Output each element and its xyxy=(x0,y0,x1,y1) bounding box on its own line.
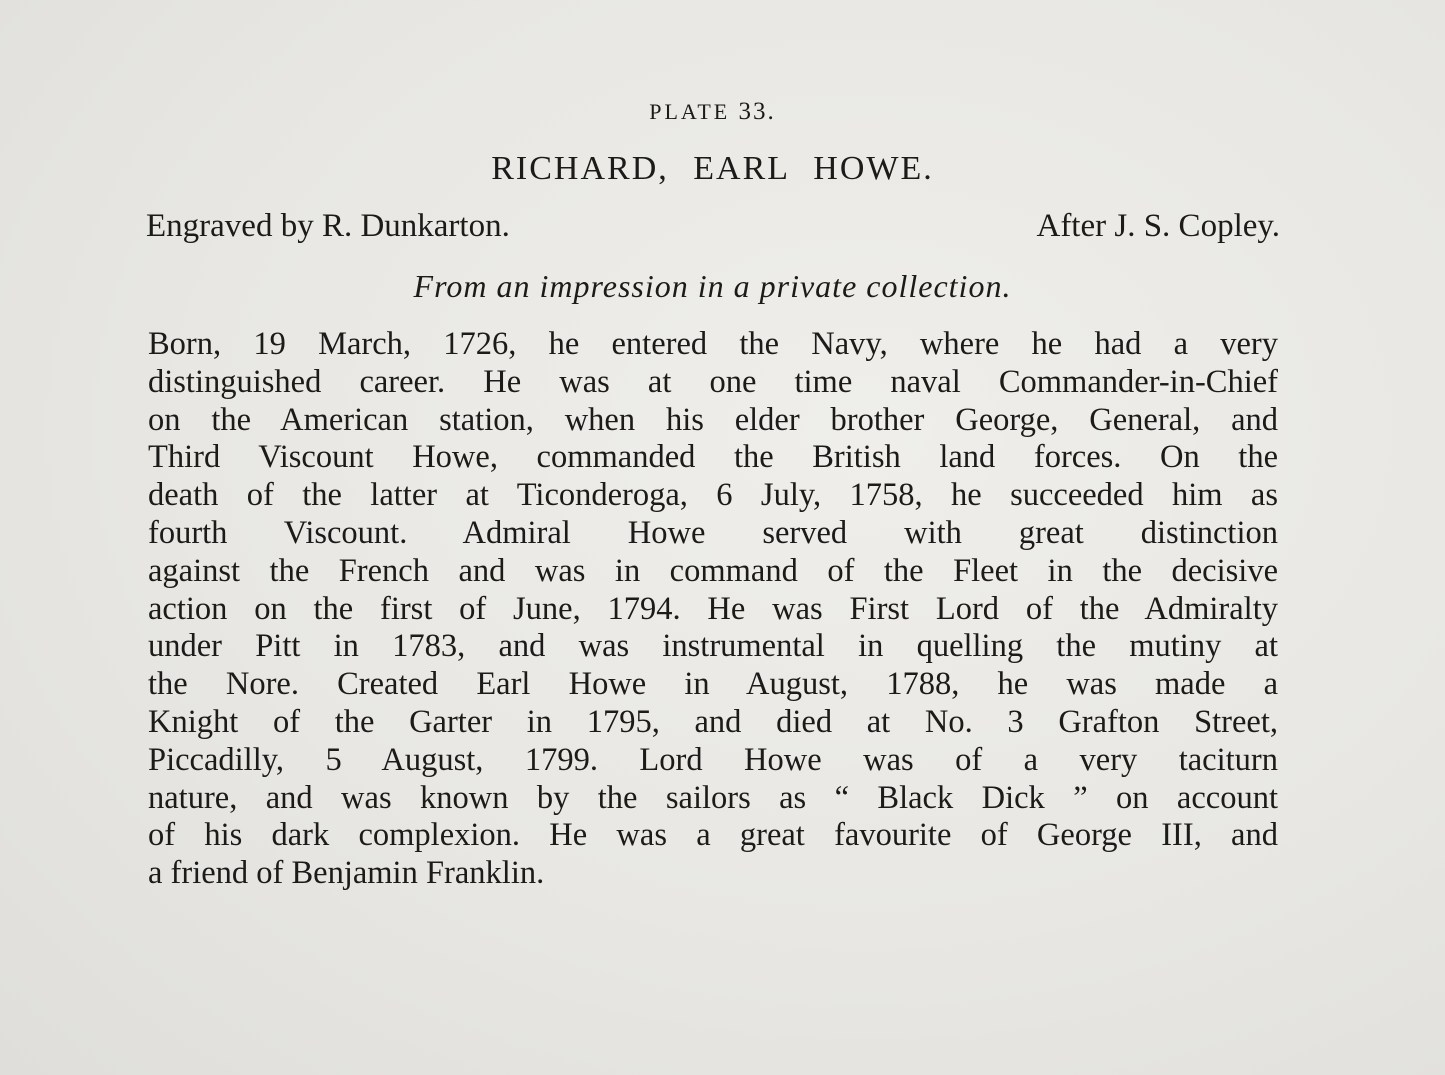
provenance-note: From an impression in a private collection. xyxy=(413,268,1012,304)
biography-line: death of the latter at Ticonderoga, 6 July, 1758, he succeeded him as xyxy=(148,477,1278,514)
biography-line: distinguished career. He was at one time naval Commander-in-Chief xyxy=(148,363,1278,400)
credits-row xyxy=(146,208,1280,245)
engraver-credit: Engraved by R. Dunkarton. xyxy=(146,208,510,244)
biography-line: action on the first of June, 1794. He was First Lord of the Admiralty xyxy=(148,590,1278,627)
biography-line: Knight of the Garter in 1795, and died at No. 3 Grafton Street, xyxy=(148,703,1278,740)
biography-line: Born, 19 March, 1726, he entered the Navy, where he had a very xyxy=(148,326,1278,362)
biography-line: a friend of Benjamin Franklin. xyxy=(148,855,545,892)
biography-line: under Pitt in 1783, and was instrumental in quelling the mutiny at xyxy=(148,628,1278,665)
biography-line: of his dark complexion. He was a great favourite of George III, and xyxy=(148,817,1278,854)
biography-line: the Nore. Created Earl Howe in August, 1788, he was made a xyxy=(148,666,1278,703)
biography-line: Third Viscount Howe, commanded the British land forces. On the xyxy=(148,439,1278,476)
artist-credit: After J. S. Copley. xyxy=(1036,208,1280,244)
biography-line: against the French and was in command of the Fleet in the decisive xyxy=(148,552,1278,589)
plate-label: PLATE xyxy=(649,99,731,124)
biography-text xyxy=(148,326,1278,893)
plate-number xyxy=(0,98,1425,126)
biography-line: nature, and was known by the sailors as “ Black Dick ” on account xyxy=(148,779,1278,816)
biography-line: fourth Viscount. Admiral Howe served with great distinction xyxy=(148,514,1278,551)
biography-line: Piccadilly, 5 August, 1799. Lord Howe was of a very taciturn xyxy=(148,741,1278,778)
page-title: RICHARD, EARL HOWE. xyxy=(491,150,934,187)
biography-line: on the American station, when his elder brother George, General, and xyxy=(148,401,1278,438)
plate-number-value: 33. xyxy=(738,98,776,125)
